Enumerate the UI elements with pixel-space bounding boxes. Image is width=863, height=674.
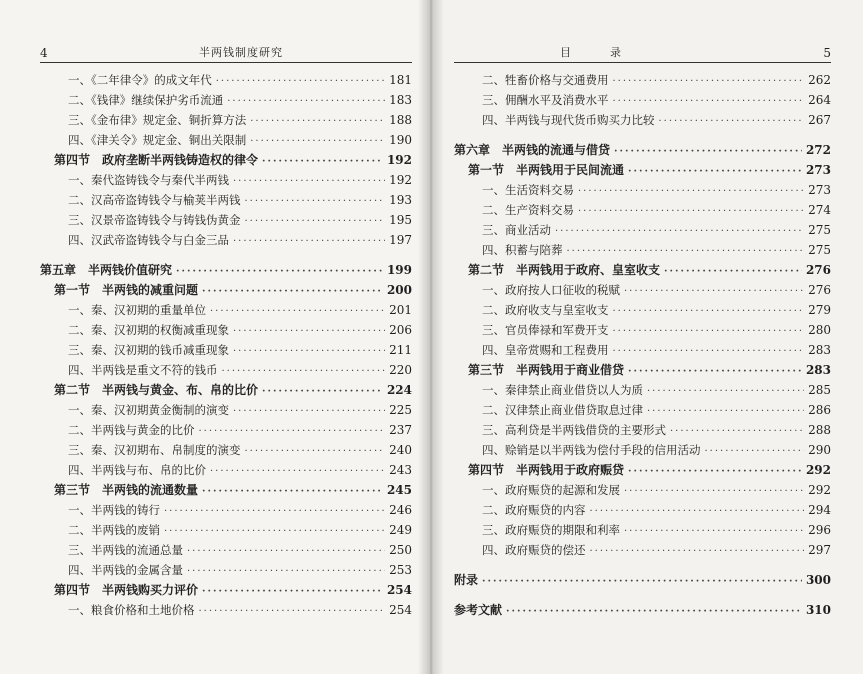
- toc-entry-page: 273: [808, 183, 831, 197]
- toc-dot-leader: [578, 182, 804, 202]
- toc-dot-leader: [567, 242, 805, 262]
- right-toc-list: [454, 70, 831, 620]
- toc-entry-page: 286: [808, 403, 831, 417]
- toc-entry-title: 参考文献: [454, 603, 503, 617]
- toc-entry: [40, 600, 412, 620]
- toc-entry-page: 243: [389, 463, 412, 477]
- toc-entry-page: 274: [808, 203, 831, 217]
- toc-entry: [40, 360, 412, 380]
- toc-entry-page: 246: [389, 503, 412, 517]
- toc-entry-title: 第五章 半两钱价值研究: [40, 263, 173, 277]
- toc-dot-leader: [245, 192, 386, 212]
- toc-dot-leader: [628, 362, 802, 382]
- toc-entry-page: 294: [808, 503, 831, 517]
- toc-entry-title: 二、生产资料交易: [482, 203, 574, 217]
- toc-entry-title: 一、政府赈贷的起源和发展: [482, 483, 620, 497]
- toc-entry: [40, 230, 412, 250]
- toc-entry-title: 第四节 半两钱用于政府赈贷: [468, 463, 625, 477]
- right-running-title: 目 录: [560, 46, 635, 59]
- toc-dot-leader: [705, 442, 805, 462]
- toc-entry-page: 190: [389, 133, 412, 147]
- toc-dot-leader: [482, 572, 802, 592]
- toc-entry-page: 197: [389, 233, 412, 247]
- toc-entry-page: 181: [389, 73, 412, 87]
- toc-entry: [40, 340, 412, 360]
- toc-entry-title: 第六章 半两钱的流通与借贷: [454, 143, 611, 157]
- toc-entry-page: 240: [389, 443, 412, 457]
- toc-entry-page: 292: [805, 463, 831, 477]
- toc-entry-page: 273: [805, 163, 831, 177]
- toc-dot-leader: [202, 482, 383, 502]
- toc-dot-leader: [233, 342, 385, 362]
- toc-entry: [40, 150, 412, 170]
- toc-entry: [40, 560, 412, 580]
- toc-entry-title: 三、商业活动: [482, 223, 551, 237]
- toc-entry-title: 二、汉律禁止商业借贷取息过律: [482, 403, 643, 417]
- toc-dot-leader: [628, 162, 802, 182]
- toc-entry-title: 附录: [454, 573, 479, 587]
- toc-entry: [40, 130, 412, 150]
- toc-dot-leader: [227, 92, 385, 112]
- toc-dot-leader: [664, 262, 802, 282]
- toc-entry: [454, 220, 831, 240]
- toc-entry: [454, 200, 831, 220]
- toc-entry-title: 三、《金布律》规定金、铜折算方法: [68, 113, 247, 127]
- toc-entry: [40, 260, 412, 280]
- toc-entry-page: 297: [808, 543, 831, 557]
- right-running-head: [454, 44, 831, 62]
- toc-entry: [40, 400, 412, 420]
- toc-entry: [454, 570, 831, 590]
- toc-entry-page: 288: [808, 423, 831, 437]
- toc-entry: [454, 300, 831, 320]
- toc-dot-leader: [187, 542, 385, 562]
- toc-dot-leader: [250, 112, 385, 132]
- toc-entry-title: 第二节 半两钱与黄金、布、帛的比价: [54, 383, 259, 397]
- toc-dot-leader: [262, 382, 383, 402]
- toc-dot-leader: [222, 362, 386, 382]
- toc-entry-page: 249: [389, 523, 412, 537]
- toc-entry: [40, 280, 412, 300]
- toc-dot-leader: [210, 462, 385, 482]
- toc-entry: [40, 420, 412, 440]
- toc-dot-leader: [202, 282, 383, 302]
- toc-entry-title: 四、《津关令》规定金、铜出关限制: [68, 133, 247, 147]
- toc-entry-title: 三、半两钱的流通总量: [68, 543, 183, 557]
- toc-entry-title: 第一节 半两钱的减重问题: [54, 283, 199, 297]
- toc-dot-leader: [613, 342, 805, 362]
- toc-entry-title: 第三节 半两钱的流通数量: [54, 483, 199, 497]
- toc-entry-page: 275: [808, 243, 831, 257]
- toc-entry-title: 二、秦、汉初期的权衡减重现象: [68, 323, 229, 337]
- toc-dot-leader: [233, 172, 385, 192]
- toc-entry: [454, 180, 831, 200]
- toc-dot-leader: [233, 402, 385, 422]
- toc-entry-page: 199: [386, 263, 412, 277]
- left-toc-list: [40, 70, 412, 620]
- toc-entry-title: 一、政府按人口征收的税赋: [482, 283, 620, 297]
- toc-dot-leader: [164, 502, 385, 522]
- toc-entry: [454, 280, 831, 300]
- toc-dot-leader: [262, 152, 383, 172]
- toc-entry-page: 300: [805, 573, 831, 587]
- toc-entry-page: 262: [808, 73, 831, 87]
- toc-entry-title: 第四节 政府垄断半两钱铸造权的律令: [54, 153, 259, 167]
- toc-entry-page: 211: [389, 343, 412, 357]
- toc-entry-page: 245: [386, 483, 412, 497]
- toc-dot-leader: [590, 502, 805, 522]
- toc-entry-page: 192: [386, 153, 412, 167]
- toc-entry-title: 二、《钱律》继续保护劣币流通: [68, 93, 224, 107]
- toc-entry: [454, 320, 831, 340]
- toc-entry-page: 237: [389, 423, 412, 437]
- toc-entry-page: 285: [808, 383, 831, 397]
- toc-entry: [40, 70, 412, 90]
- toc-entry-title: 一、半两钱的铸行: [68, 503, 160, 517]
- toc-entry-title: 三、秦、汉初期布、帛制度的演变: [68, 443, 241, 457]
- toc-entry-page: 296: [808, 523, 831, 537]
- toc-entry: [40, 540, 412, 560]
- right-page-number: 5: [823, 46, 831, 60]
- toc-dot-leader: [233, 232, 385, 252]
- toc-entry-page: 225: [389, 403, 412, 417]
- right-page: [430, 0, 863, 674]
- toc-dot-leader: [647, 382, 804, 402]
- toc-dot-leader: [670, 422, 804, 442]
- toc-dot-leader: [613, 72, 805, 92]
- toc-dot-leader: [613, 322, 805, 342]
- toc-entry: [454, 400, 831, 420]
- toc-entry: [454, 500, 831, 520]
- toc-entry-title: 三、汉景帝盗铸钱令与铸钱伪黄金: [68, 213, 241, 227]
- toc-entry: [40, 460, 412, 480]
- toc-entry-page: 290: [808, 443, 831, 457]
- toc-entry-page: 183: [389, 93, 412, 107]
- toc-entry: [454, 90, 831, 110]
- toc-entry: [40, 580, 412, 600]
- toc-dot-leader: [233, 322, 385, 342]
- toc-entry-title: 二、政府收支与皇室收支: [482, 303, 609, 317]
- toc-dot-leader: [624, 482, 804, 502]
- toc-entry-page: 254: [386, 583, 412, 597]
- toc-entry-title: 四、积蓄与陪葬: [482, 243, 563, 257]
- toc-entry-title: 四、赊销是以半两钱为偿付手段的信用活动: [482, 443, 701, 457]
- toc-entry: [454, 460, 831, 480]
- toc-entry-page: 272: [805, 143, 831, 157]
- toc-entry-page: 279: [808, 303, 831, 317]
- toc-entry: [454, 380, 831, 400]
- toc-entry-page: 201: [389, 303, 412, 317]
- left-header-rule: [40, 62, 412, 63]
- toc-entry: [454, 240, 831, 260]
- toc-entry-page: 276: [805, 263, 831, 277]
- toc-entry: [40, 440, 412, 460]
- toc-entry-page: 264: [808, 93, 831, 107]
- toc-dot-leader: [199, 602, 386, 622]
- toc-dot-leader: [614, 142, 802, 162]
- toc-entry-title: 三、高利贷是半两钱借贷的主要形式: [482, 423, 666, 437]
- toc-entry: [40, 520, 412, 540]
- toc-dot-leader: [506, 602, 802, 622]
- toc-entry: [40, 210, 412, 230]
- toc-dot-leader: [624, 522, 804, 542]
- toc-entry: [454, 360, 831, 380]
- left-page: [0, 0, 430, 674]
- right-header-rule: [454, 62, 831, 63]
- toc-dot-leader: [210, 302, 385, 322]
- toc-entry: [40, 300, 412, 320]
- toc-entry-page: 253: [389, 563, 412, 577]
- toc-entry-title: 一、秦、汉初期的重量单位: [68, 303, 206, 317]
- toc-entry-title: 一、秦、汉初期黄金衡制的演变: [68, 403, 229, 417]
- toc-entry-page: 206: [389, 323, 412, 337]
- toc-entry-page: 250: [389, 543, 412, 557]
- toc-entry-title: 第四节 半两钱购买力评价: [54, 583, 199, 597]
- toc-entry: [40, 480, 412, 500]
- toc-entry-title: 二、汉高帝盗铸钱令与榆荚半两钱: [68, 193, 241, 207]
- toc-entry-title: 第一节 半两钱用于民间流通: [468, 163, 625, 177]
- toc-entry-title: 二、半两钱的废销: [68, 523, 160, 537]
- toc-entry-page: 276: [808, 283, 831, 297]
- toc-dot-leader: [613, 302, 805, 322]
- toc-dot-leader: [199, 422, 386, 442]
- toc-entry: [454, 440, 831, 460]
- toc-entry-title: 四、半两钱的金属含量: [68, 563, 183, 577]
- toc-entry: [40, 90, 412, 110]
- toc-entry: [40, 500, 412, 520]
- toc-entry-page: 195: [389, 213, 412, 227]
- toc-entry-page: 224: [386, 383, 412, 397]
- toc-entry-page: 220: [389, 363, 412, 377]
- toc-entry: [40, 320, 412, 340]
- toc-entry: [454, 340, 831, 360]
- toc-entry-page: 275: [808, 223, 831, 237]
- toc-dot-leader: [187, 562, 385, 582]
- toc-dot-leader: [250, 132, 385, 152]
- toc-dot-leader: [176, 262, 383, 282]
- toc-entry-page: 200: [386, 283, 412, 297]
- toc-entry: [454, 540, 831, 560]
- toc-entry-page: 310: [805, 603, 831, 617]
- toc-dot-leader: [590, 542, 805, 562]
- toc-entry: [40, 110, 412, 130]
- toc-entry-title: 四、半两钱是重文不符的钱币: [68, 363, 218, 377]
- toc-entry-title: 二、政府赈贷的内容: [482, 503, 586, 517]
- toc-dot-leader: [628, 462, 802, 482]
- toc-entry-page: 254: [389, 603, 412, 617]
- toc-entry-title: 四、半两钱与现代货币购买力比较: [482, 113, 655, 127]
- toc-entry: [40, 190, 412, 210]
- toc-entry-page: 188: [389, 113, 412, 127]
- toc-entry-title: 一、粮食价格和土地价格: [68, 603, 195, 617]
- toc-entry: [454, 140, 831, 160]
- toc-entry-title: 四、政府赈贷的偿还: [482, 543, 586, 557]
- toc-entry-title: 三、佣酬水平及消费水平: [482, 93, 609, 107]
- toc-dot-leader: [624, 282, 804, 302]
- toc-entry: [454, 600, 831, 620]
- toc-entry-title: 二、半两钱与黄金的比价: [68, 423, 195, 437]
- toc-dot-leader: [245, 442, 386, 462]
- toc-entry-title: 一、秦代盗铸钱令与秦代半两钱: [68, 173, 229, 187]
- left-page-number: 4: [40, 46, 48, 60]
- toc-dot-leader: [659, 112, 805, 132]
- toc-entry: [40, 170, 412, 190]
- left-running-head: [40, 44, 412, 62]
- toc-dot-leader: [164, 522, 385, 542]
- left-running-title: 半两钱制度研究: [199, 46, 283, 59]
- toc-entry-title: 二、牲畜价格与交通费用: [482, 73, 609, 87]
- toc-entry: [40, 380, 412, 400]
- toc-entry-title: 三、政府赈贷的期限和利率: [482, 523, 620, 537]
- toc-dot-leader: [245, 212, 386, 232]
- toc-entry: [454, 160, 831, 180]
- toc-dot-leader: [216, 72, 385, 92]
- toc-entry: [454, 70, 831, 90]
- toc-dot-leader: [647, 402, 804, 422]
- toc-entry-title: 四、汉武帝盗铸钱令与白金三品: [68, 233, 229, 247]
- toc-dot-leader: [613, 92, 805, 112]
- toc-entry-title: 三、秦、汉初期的钱币减重现象: [68, 343, 229, 357]
- toc-dot-leader: [578, 202, 804, 222]
- toc-entry: [454, 480, 831, 500]
- toc-dot-leader: [555, 222, 804, 242]
- toc-entry-page: 192: [389, 173, 412, 187]
- toc-entry-page: 280: [808, 323, 831, 337]
- toc-entry-page: 283: [808, 343, 831, 357]
- toc-entry-page: 193: [389, 193, 412, 207]
- toc-entry: [454, 260, 831, 280]
- toc-entry-title: 一、《二年律令》的成文年代: [68, 73, 212, 87]
- toc-entry-page: 283: [805, 363, 831, 377]
- toc-entry-title: 三、官员俸禄和军费开支: [482, 323, 609, 337]
- toc-entry: [454, 420, 831, 440]
- toc-entry-title: 第三节 半两钱用于商业借贷: [468, 363, 625, 377]
- toc-entry-page: 292: [808, 483, 831, 497]
- toc-entry-page: 267: [808, 113, 831, 127]
- toc-entry-title: 第二节 半两钱用于政府、皇室收支: [468, 263, 661, 277]
- toc-entry-title: 一、秦律禁止商业借贷以人为质: [482, 383, 643, 397]
- toc-entry: [454, 110, 831, 130]
- toc-entry-title: 四、皇帝赏赐和工程费用: [482, 343, 609, 357]
- toc-entry-title: 四、半两钱与布、帛的比价: [68, 463, 206, 477]
- toc-dot-leader: [202, 582, 383, 602]
- toc-entry-title: 一、生活资料交易: [482, 183, 574, 197]
- toc-entry: [454, 520, 831, 540]
